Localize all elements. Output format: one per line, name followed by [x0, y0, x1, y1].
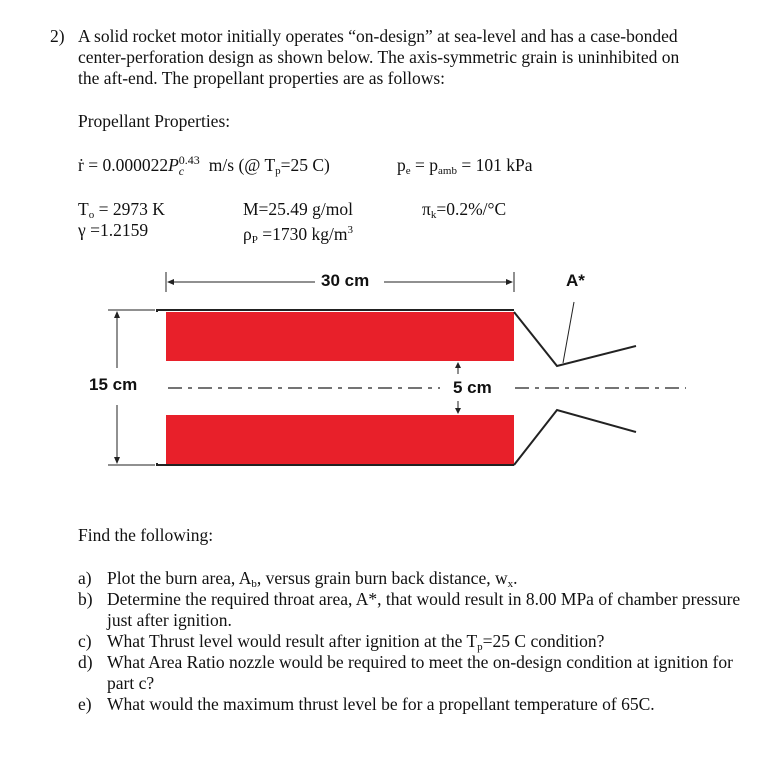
question-d-label: d)	[78, 652, 93, 672]
propellant-density: $\rho_P =1730$ $kg/m^3$	[243, 224, 353, 246]
question-b-text: Determine the required throat area, A*, that would result in 8.00 MPa of chamber pressure just after ignition.	[107, 589, 741, 630]
burn-rate-temp-subscript: p	[275, 165, 281, 177]
molar-mass: M=25.49 g/mol	[243, 199, 354, 219]
question-a-label: a)	[78, 568, 92, 588]
exit-pressure: $p_e = p_{amb} = 101$ kPa	[397, 155, 533, 177]
question-e-label: e)	[78, 694, 92, 714]
question-e-text: What would the maximum thrust level be for a propellant temperature of 65C.	[107, 694, 655, 714]
burn-rate-exponent: 0.43	[178, 153, 200, 167]
question-d-text: What Area Ratio nozzle would be required to meet the on-design condition at ignition for part c?	[107, 652, 733, 693]
throat-pointer	[563, 302, 574, 363]
problem-intro-line-3: the aft-end. The propellant properties are as follows:	[78, 68, 446, 88]
length-label: 30 cm	[321, 271, 370, 290]
problem-number: 2)	[50, 26, 65, 46]
questions-heading: Find the following:	[78, 525, 214, 545]
burn-rate-subscript: c	[178, 164, 185, 178]
question-a-text: Plot the burn area, $A_b$, versus grain burn back distance, $w_x$.	[107, 568, 518, 590]
nozzle-lower-contour	[514, 410, 636, 465]
question-b-label: b)	[78, 589, 93, 609]
grain-lower	[166, 415, 514, 464]
throat-label: A*	[566, 271, 585, 290]
nozzle-upper-contour	[514, 312, 636, 366]
question-c-text: What Thrust level would result after ignition at the $T_p=25$ C condition?	[107, 631, 605, 653]
problem-intro-line-2: center-perforation design as shown below. The axis-symmetric grain is uninhibited on	[78, 47, 680, 67]
temperature-sensitivity: $\pi_k=0.2\%/^\circ C$	[422, 199, 507, 221]
properties-heading: Propellant Properties:	[78, 111, 231, 131]
burn-rate-equation	[78, 154, 330, 182]
burn-rate-units: m/s (@ T	[208, 155, 276, 175]
diameter-label: 15 cm	[89, 375, 138, 394]
question-c-label: c)	[78, 631, 92, 651]
burn-rate-tail: =25 C)	[280, 155, 330, 175]
problem-intro-line-1: A solid rocket motor initially operates “on-design” at sea-level and has a case-bonded	[78, 26, 678, 46]
motor-case-upper	[157, 310, 514, 312]
perforation-label: 5 cm	[453, 378, 492, 397]
grain-upper	[166, 312, 514, 361]
motor-case-lower	[157, 463, 514, 465]
gamma: γ =1.2159	[78, 220, 149, 240]
burn-rate-p: P	[168, 155, 179, 175]
burn-rate-lhs: ṙ = 0.000022	[78, 155, 169, 175]
chamber-temperature: $T_o = 2973$ K	[78, 199, 165, 221]
